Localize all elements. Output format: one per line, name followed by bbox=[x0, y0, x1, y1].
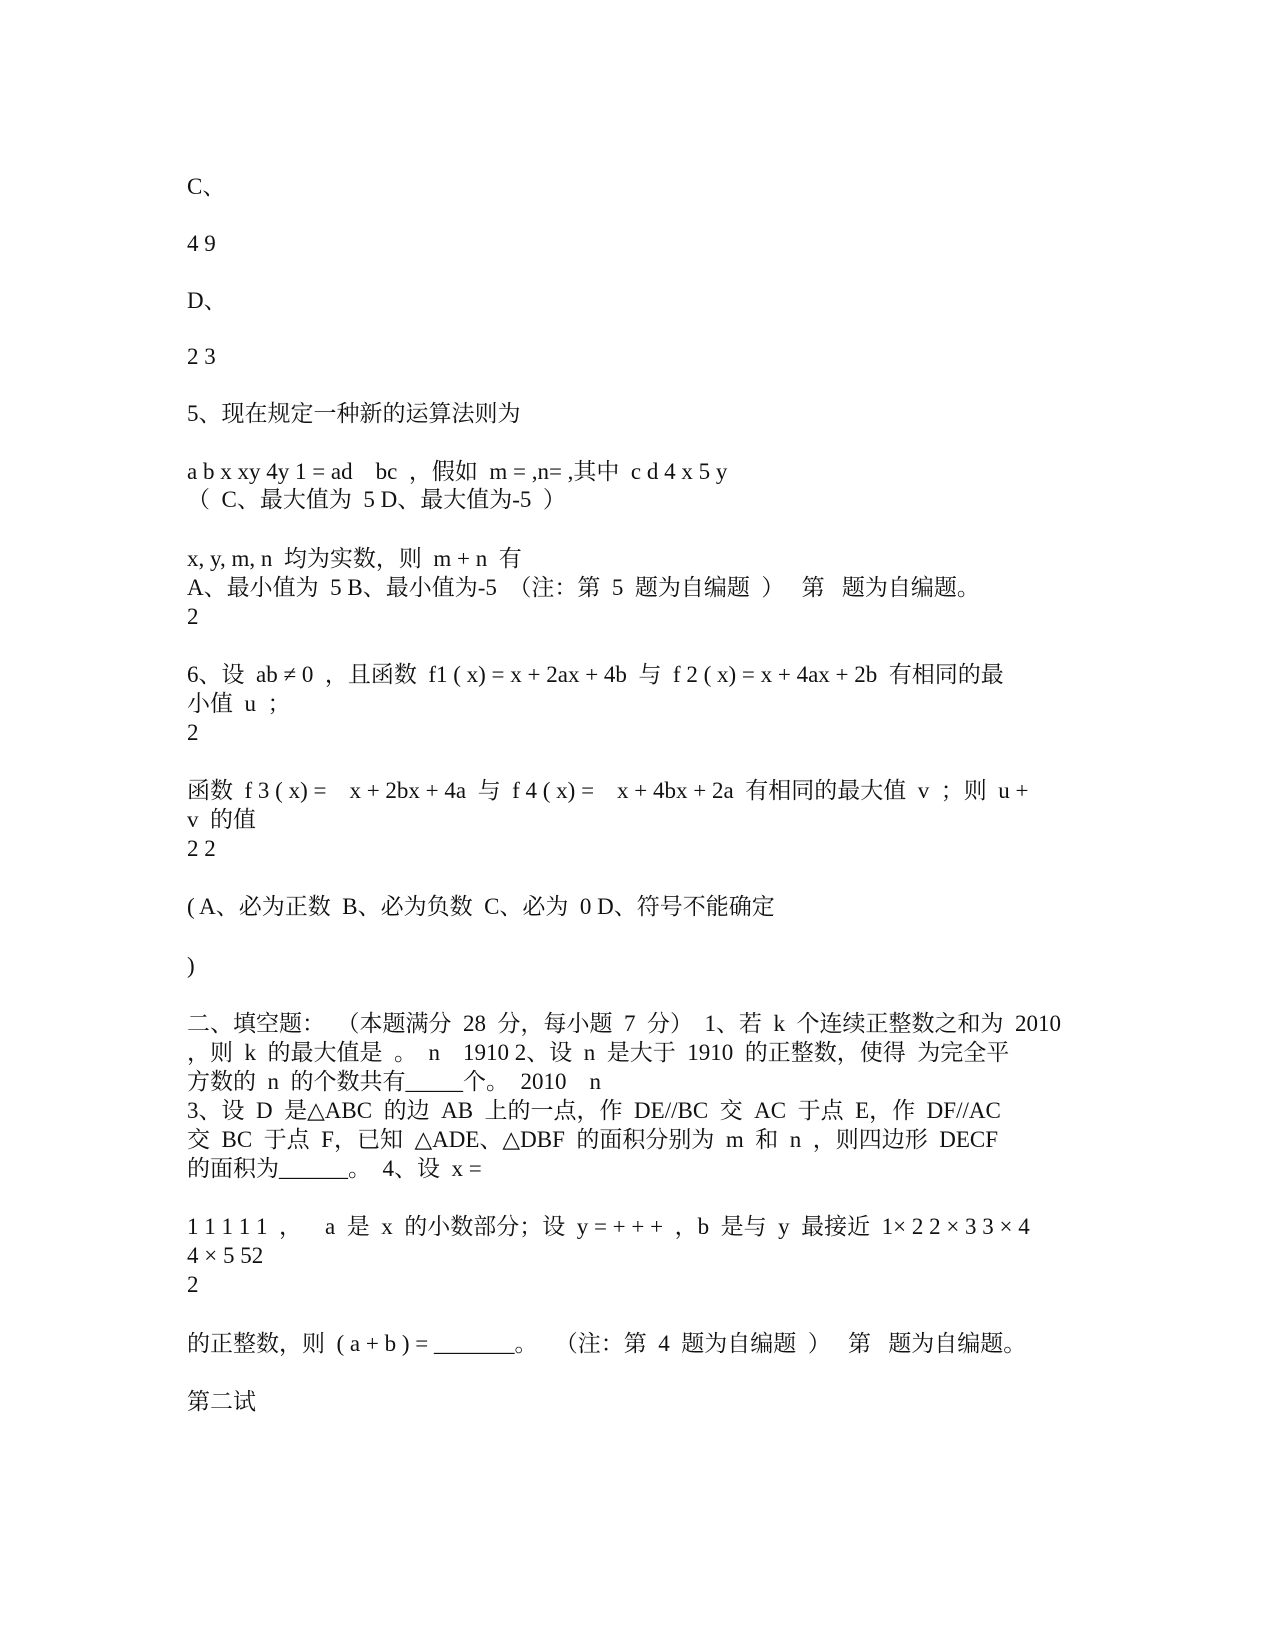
text-line: ，则 k 的最大值是 。 n 1910 2、设 n 是大于 1910 的正整数，使得 为完全平 bbox=[187, 1040, 1010, 1065]
text-line: 1 1 1 1 1 ， a 是 x 的小数部分；设 y = + + + ，b 是与 y 最接近 1× 2 2 × 3 3 × 4 bbox=[187, 1214, 1030, 1239]
text-line: 2 bbox=[187, 720, 199, 745]
text-line: 函数 f 3 ( x) = x + 2bx + 4a 与 f 4 ( x) = x + 4bx + 2a 有相同的最大值 v ；则 u + bbox=[187, 778, 1029, 803]
text-line: ) bbox=[187, 953, 195, 978]
text-line: 的正整数，则 ( a + b ) = _______。 （注：第 4 题为自编题 ） 第 题为自编题。 bbox=[187, 1331, 1027, 1356]
text-line: 交 BC 于点 F，已知 △ADE、△DBF 的面积分别为 m 和 n ，则四边形 DECF bbox=[187, 1127, 999, 1152]
second-test-heading: 第二试 bbox=[187, 1389, 256, 1414]
text-line: 的面积为______。 4、设 x = bbox=[187, 1156, 482, 1181]
text-line: 方数的 n 的个数共有_____个。 2010 n bbox=[187, 1069, 601, 1094]
text-line: 2 2 bbox=[187, 836, 216, 861]
text-line: 4 9 bbox=[187, 231, 216, 256]
text-line: 2 bbox=[187, 1272, 199, 1297]
text-line: x, y, m, n 均为实数，则 m + n 有 bbox=[187, 546, 522, 571]
text-line: ( A、必为正数 B、必为负数 C、必为 0 D、符号不能确定 bbox=[187, 894, 775, 919]
text-line: 3、设 D 是△ABC 的边 AB 上的一点，作 DE//BC 交 AC 于点 E，作 DF//AC bbox=[187, 1098, 1001, 1123]
text-line: 2 bbox=[187, 604, 199, 629]
text-line: D、 bbox=[187, 288, 227, 313]
question-6-heading: 6、设 ab ≠ 0 ，且函数 f1 ( x) = x + 2ax + 4b 与 f 2 ( x) = x + 4ax + 2b 有相同的最 bbox=[187, 662, 1004, 687]
text-line: A、最小值为 5 B、最小值为-5 （注：第 5 题为自编题 ） 第 题为自编题。 bbox=[187, 575, 980, 600]
question-5-heading: 5、现在规定一种新的运算法则为 bbox=[187, 401, 521, 426]
text-line: （ C、最大值为 5 D、最大值为-5 ） bbox=[187, 487, 566, 512]
section-2-heading: 二、填空题： （本题满分 28 分，每小题 7 分） 1、若 k 个连续正整数之和为 2010 bbox=[187, 1011, 1061, 1036]
text-line: 2 3 bbox=[187, 344, 216, 369]
text-line: 小值 u ； bbox=[187, 691, 291, 716]
text-line: C、 bbox=[187, 174, 226, 199]
text-line: a b x xy 4y 1 = ad bc ，假如 m = ,n= ,其中 c d 4 x 5 y bbox=[187, 459, 728, 484]
text-line: 4 × 5 52 bbox=[187, 1243, 264, 1268]
text-line: v 的值 bbox=[187, 807, 256, 832]
